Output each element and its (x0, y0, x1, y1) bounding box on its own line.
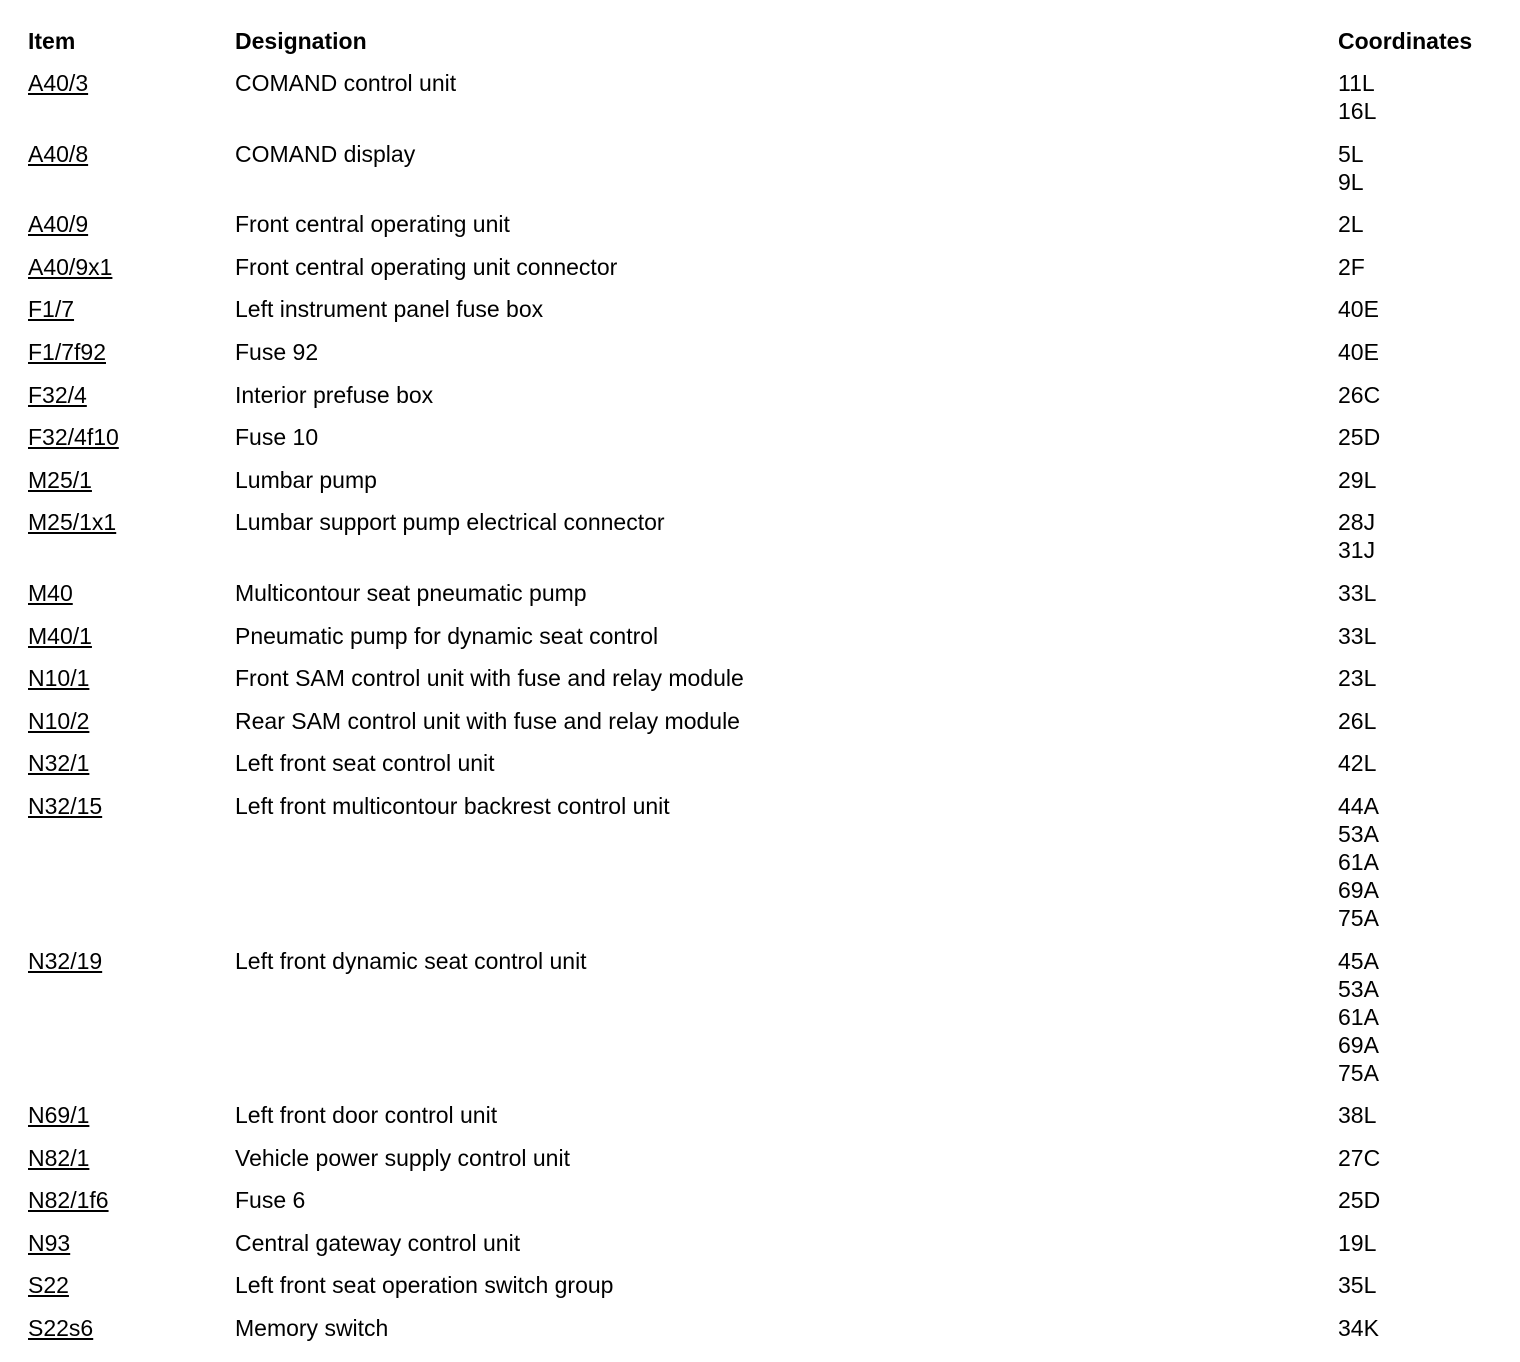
table-row (0, 423, 1520, 451)
coordinates-cell (1338, 140, 1520, 196)
designation-text: Central gateway control unit (235, 1229, 521, 1256)
table-row (0, 1101, 1520, 1129)
coordinate-value: 40E (1338, 338, 1379, 365)
coordinate-value: 61A (1338, 1003, 1379, 1030)
designation-text: Fuse 92 (235, 338, 319, 365)
item-link[interactable]: N93 (28, 1229, 71, 1256)
table-body (0, 69, 1520, 1342)
coordinate-value: 28J (1338, 509, 1376, 536)
table-row (0, 69, 1520, 125)
table-row (0, 210, 1520, 238)
coordinate-value: 34K (1338, 1315, 1379, 1342)
designation-text: Left front seat control unit (235, 750, 495, 777)
coordinate-value: 2L (1338, 211, 1364, 238)
coordinates-cell (1338, 947, 1520, 1087)
coordinates-cell (1338, 579, 1520, 607)
item-link[interactable]: F32/4 (28, 381, 87, 408)
designation-text: Multicontour seat pneumatic pump (235, 579, 587, 606)
designation-text: Rear SAM control unit with fuse and relay module (235, 707, 740, 734)
coordinate-value: 26C (1338, 381, 1381, 408)
designation-text: COMAND display (235, 140, 416, 167)
coordinate-value: 16L (1338, 98, 1377, 124)
table-header (0, 27, 1520, 57)
item-link[interactable]: M40 (28, 579, 73, 606)
designation-text: Left front seat operation switch group (235, 1272, 614, 1299)
coordinate-value: 33L (1338, 622, 1377, 649)
coordinates-cell (1338, 381, 1520, 409)
table-row (0, 1314, 1520, 1342)
designation-text: Left front dynamic seat control unit (235, 947, 587, 974)
designation-text: Fuse 10 (235, 424, 319, 451)
coordinate-value: 2F (1338, 253, 1365, 280)
table-row (0, 140, 1520, 196)
coordinates-cell (1338, 749, 1520, 777)
item-link[interactable]: F32/4f10 (28, 424, 119, 451)
coordinate-value: 25D (1338, 1187, 1381, 1214)
coordinate-value: 42L (1338, 750, 1377, 777)
table-row (0, 381, 1520, 409)
coordinate-value: 53A (1338, 820, 1379, 847)
coordinate-value: 5L (1338, 140, 1364, 167)
coordinate-value: 44A (1338, 792, 1379, 819)
coordinates-cell (1338, 1186, 1520, 1214)
coordinate-value: 40E (1338, 296, 1379, 323)
designation-text: Left instrument panel fuse box (235, 296, 544, 323)
item-link[interactable]: N10/1 (28, 665, 90, 692)
coordinate-value: 19L (1338, 1229, 1377, 1256)
coordinates-cell (1338, 253, 1520, 281)
designation-text: Interior prefuse box (235, 381, 434, 408)
coordinates-cell (1338, 1271, 1520, 1299)
header-item: Item (28, 28, 76, 54)
coordinate-value: 25D (1338, 424, 1381, 451)
designation-text: Front central operating unit connector (235, 253, 618, 280)
item-link[interactable]: A40/9 (28, 211, 89, 238)
coordinate-value: 33L (1338, 579, 1377, 606)
coordinate-value: 29L (1338, 466, 1377, 493)
coordinates-cell (1338, 295, 1520, 323)
table-row (0, 253, 1520, 281)
coordinates-cell (1338, 508, 1520, 564)
item-link[interactable]: M25/1x1 (28, 509, 117, 536)
item-link[interactable]: N32/15 (28, 792, 103, 819)
coordinate-value: 75A (1338, 1059, 1379, 1086)
table-row (0, 749, 1520, 777)
coordinate-value: 9L (1338, 168, 1364, 195)
item-link[interactable]: A40/3 (28, 70, 89, 96)
designation-text: Front SAM control unit with fuse and relay module (235, 665, 744, 692)
designation-text: Pneumatic pump for dynamic seat control (235, 622, 659, 649)
item-link[interactable]: M25/1 (28, 466, 92, 493)
table-row (0, 1229, 1520, 1257)
coordinates-cell (1338, 1101, 1520, 1129)
coordinates-cell (1338, 1144, 1520, 1172)
item-link[interactable]: N32/1 (28, 750, 90, 777)
coordinate-value: 31J (1338, 537, 1376, 564)
coordinates-cell (1338, 792, 1520, 932)
coordinate-value: 27C (1338, 1144, 1381, 1171)
coordinates-cell (1338, 622, 1520, 650)
item-link[interactable]: N10/2 (28, 707, 90, 734)
coordinates-cell (1338, 423, 1520, 451)
table-row (0, 664, 1520, 692)
coordinate-value: 69A (1338, 876, 1379, 903)
designation-text: Lumbar support pump electrical connector (235, 509, 665, 536)
designation-text: COMAND control unit (235, 70, 457, 96)
header-designation: Designation (235, 28, 367, 54)
coordinates-cell (1338, 664, 1520, 692)
coordinates-cell (1338, 210, 1520, 238)
coordinate-value: 69A (1338, 1031, 1379, 1058)
table-row (0, 707, 1520, 735)
designation-text: Left front door control unit (235, 1102, 498, 1129)
item-link[interactable]: A40/9x1 (28, 253, 113, 280)
table-row (0, 466, 1520, 494)
coordinates-cell (1338, 466, 1520, 494)
item-link[interactable]: A40/8 (28, 140, 89, 167)
table-row (0, 947, 1520, 1087)
designation-text: Lumbar pump (235, 466, 377, 493)
item-link[interactable]: M40/1 (28, 622, 92, 649)
coordinates-cell (1338, 1314, 1520, 1342)
table-row (0, 792, 1520, 932)
designation-text: Vehicle power supply control unit (235, 1144, 570, 1171)
header-coordinates: Coordinates (1338, 28, 1473, 54)
coordinates-cell (1338, 69, 1520, 125)
item-link[interactable]: S22 (28, 1272, 69, 1299)
designation-text: Fuse 6 (235, 1187, 306, 1214)
designation-text: Left front multicontour backrest control unit (235, 792, 670, 819)
designation-text: Front central operating unit (235, 211, 510, 238)
coordinates-cell (1338, 338, 1520, 366)
coordinate-value: 61A (1338, 848, 1379, 875)
designation-text: Memory switch (235, 1315, 389, 1342)
coordinate-value: 45A (1338, 947, 1379, 974)
table-row (0, 622, 1520, 650)
item-link[interactable]: N82/1f6 (28, 1187, 109, 1214)
table-row (0, 579, 1520, 607)
table-row (0, 508, 1520, 564)
coordinate-value: 53A (1338, 975, 1379, 1002)
item-link[interactable]: S22s6 (28, 1315, 94, 1342)
coordinate-value: 11L (1338, 70, 1375, 96)
coordinate-value: 38L (1338, 1102, 1377, 1129)
item-link[interactable]: F1/7 (28, 296, 75, 323)
item-link[interactable]: N82/1 (28, 1144, 90, 1171)
coordinates-cell (1338, 1229, 1520, 1257)
coordinate-value: 23L (1338, 665, 1377, 692)
item-link[interactable]: F1/7f92 (28, 338, 106, 365)
table-row (0, 1271, 1520, 1299)
coordinate-value: 26L (1338, 707, 1377, 734)
item-link[interactable]: N32/19 (28, 947, 103, 974)
coordinate-value: 75A (1338, 904, 1379, 931)
table-row (0, 338, 1520, 366)
coordinates-cell (1338, 707, 1520, 735)
item-link[interactable]: N69/1 (28, 1102, 90, 1129)
table-row (0, 1144, 1520, 1172)
coordinate-value: 35L (1338, 1272, 1377, 1299)
table-row (0, 1186, 1520, 1214)
table-row (0, 295, 1520, 323)
